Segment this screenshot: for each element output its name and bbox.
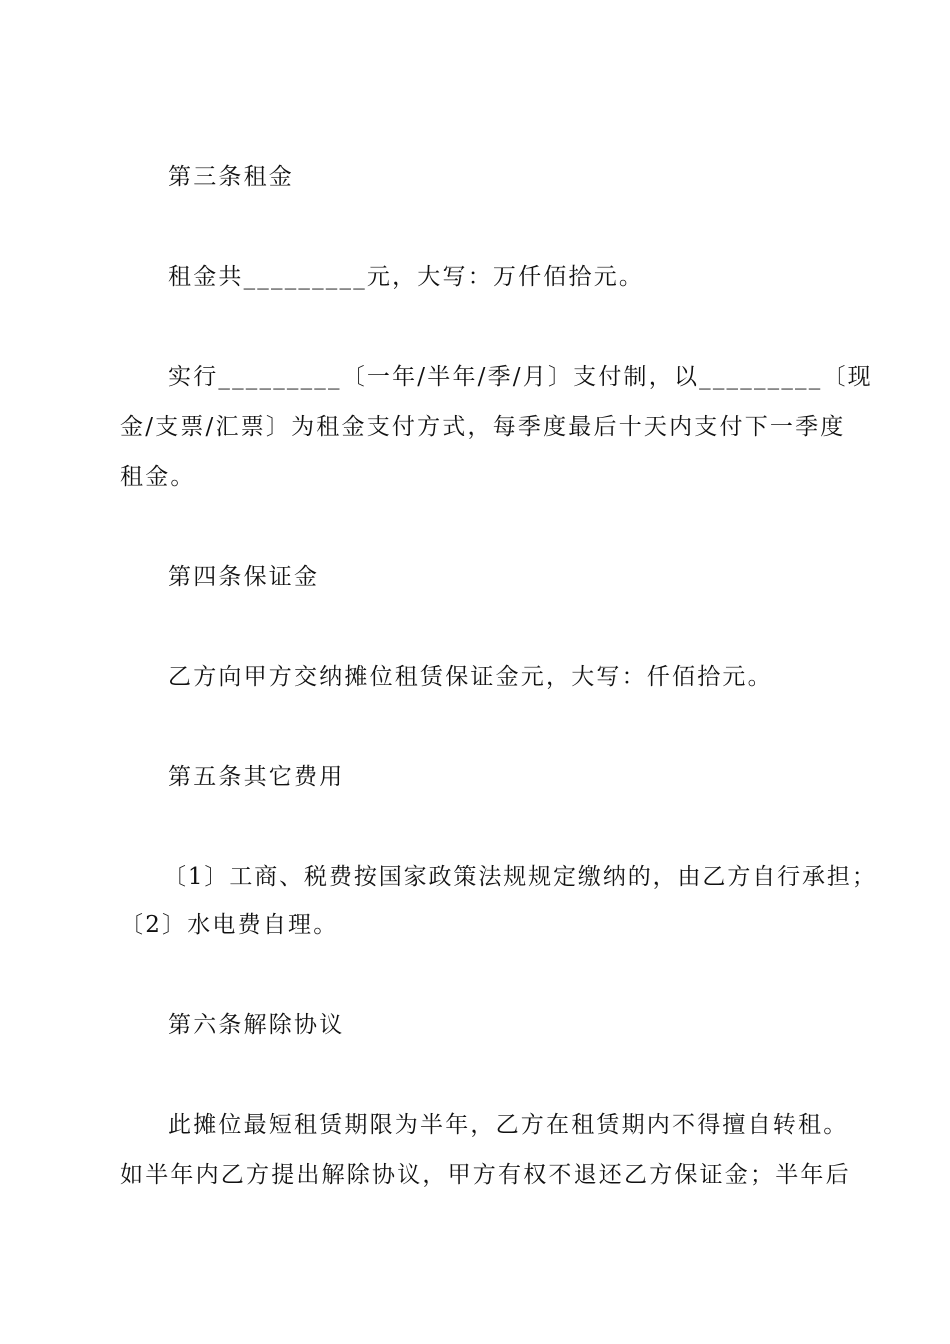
other-fees-item-1: 〔1〕工商、税费按国家政策法规规定缴纳的，由乙方自行承担； (163, 864, 877, 890)
payment-terms-line-1: 实行_________〔一年/半年/季/月〕支付制，以_________〔现 (168, 364, 873, 390)
article-6-heading: 第六条解除协议 (168, 1012, 345, 1038)
payment-terms-line-3: 租金。 (120, 464, 196, 490)
article-5-heading: 第五条其它费用 (168, 764, 345, 790)
article-3-heading: 第三条租金 (168, 164, 294, 190)
termination-line-2: 如半年内乙方提出解除协议，甲方有权不退还乙方保证金；半年后 (120, 1162, 851, 1188)
other-fees-item-2: 〔2〕水电费自理。 (120, 912, 339, 938)
payment-terms-line-2: 金/支票/汇票〕为租金支付方式，每季度最后十天内支付下一季度 (120, 414, 846, 440)
rent-amount-line: 租金共_________元，大写：万仟佰拾元。 (168, 264, 645, 290)
article-4-heading: 第四条保证金 (168, 564, 320, 590)
deposit-line: 乙方向甲方交纳摊位租赁保证金元，大写：仟佰拾元。 (168, 664, 773, 690)
termination-line-1: 此摊位最短租赁期限为半年，乙方在租赁期内不得擅自转租。 (168, 1112, 849, 1138)
